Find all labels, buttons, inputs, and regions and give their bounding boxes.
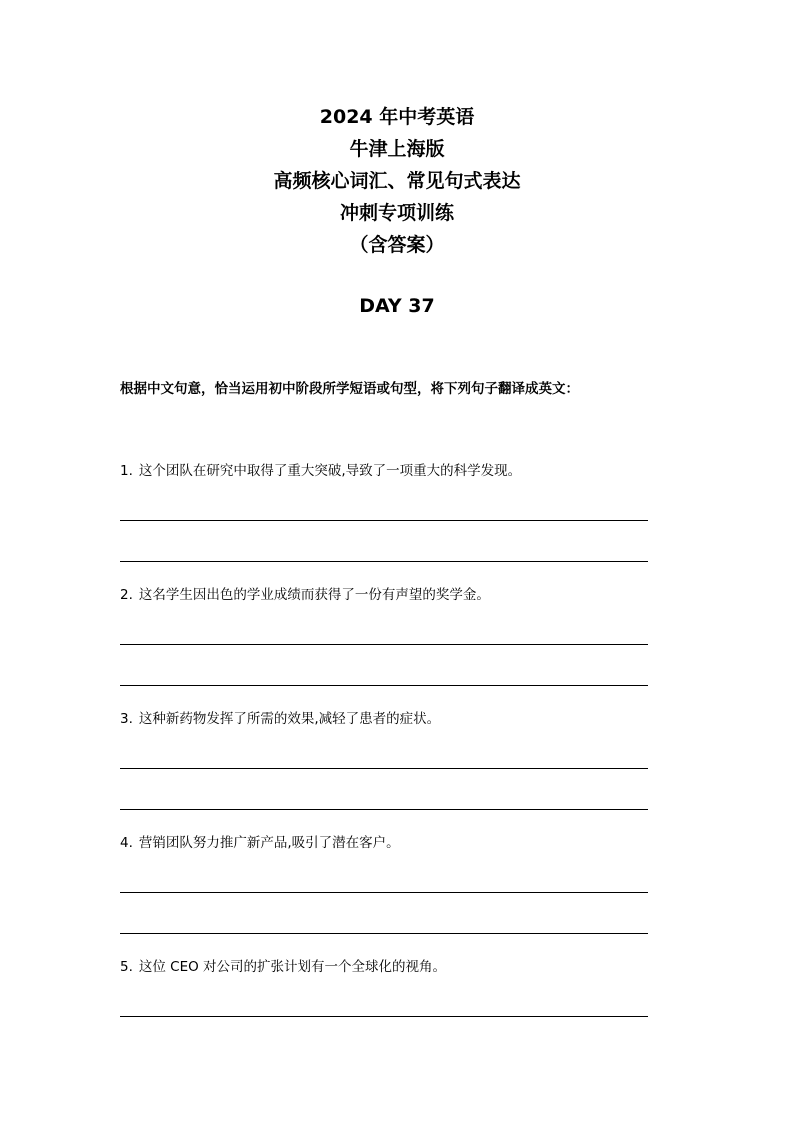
- question-text: 这种新药物发挥了所需的效果,减轻了患者的症状。: [138, 711, 441, 727]
- answer-line-3b[interactable]: [120, 809, 648, 810]
- day-heading: DAY 37: [359, 295, 435, 317]
- question-number: 4.: [120, 835, 133, 851]
- answer-line-2a[interactable]: [120, 644, 648, 645]
- question-2: [120, 585, 680, 605]
- answer-line-1b[interactable]: [120, 561, 648, 562]
- title-line-training: 冲刺专项训练: [339, 202, 454, 224]
- answer-line-3a[interactable]: [120, 768, 648, 769]
- answer-line-5a[interactable]: [120, 1016, 648, 1017]
- answer-line-1a[interactable]: [120, 520, 648, 521]
- question-text: 这位 CEO 对公司的扩张计划有一个全球化的视角。: [138, 959, 447, 975]
- title-line-topic: 高频核心词汇、常见句式表达: [273, 170, 521, 192]
- question-text: 这个团队在研究中取得了重大突破,导致了一项重大的科学发现。: [138, 463, 522, 479]
- question-number: 3.: [120, 711, 133, 727]
- question-text: 营销团队努力推广新产品,吸引了潜在客户。: [138, 835, 400, 851]
- question-5: [120, 957, 680, 977]
- question-3: [120, 709, 680, 729]
- question-number: 1.: [120, 463, 133, 479]
- question-4: [120, 833, 680, 853]
- title-line-edition: 牛津上海版: [349, 138, 445, 160]
- title-line-answers-note: （含答案）: [349, 234, 445, 256]
- document-title: [0, 101, 794, 261]
- instruction-text: 根据中文句意，恰当运用初中阶段所学短语或句型，将下列句子翻译成英文：: [120, 381, 579, 397]
- question-text: 这名学生因出色的学业成绩而获得了一份有声望的奖学金。: [138, 587, 490, 603]
- answer-line-2b[interactable]: [120, 685, 648, 686]
- answer-line-4b[interactable]: [120, 933, 648, 934]
- question-number: 2.: [120, 587, 133, 603]
- title-line-year: 2024 年中考英语: [319, 106, 475, 128]
- question-1: [120, 461, 680, 481]
- answer-line-4a[interactable]: [120, 892, 648, 893]
- question-number: 5.: [120, 959, 133, 975]
